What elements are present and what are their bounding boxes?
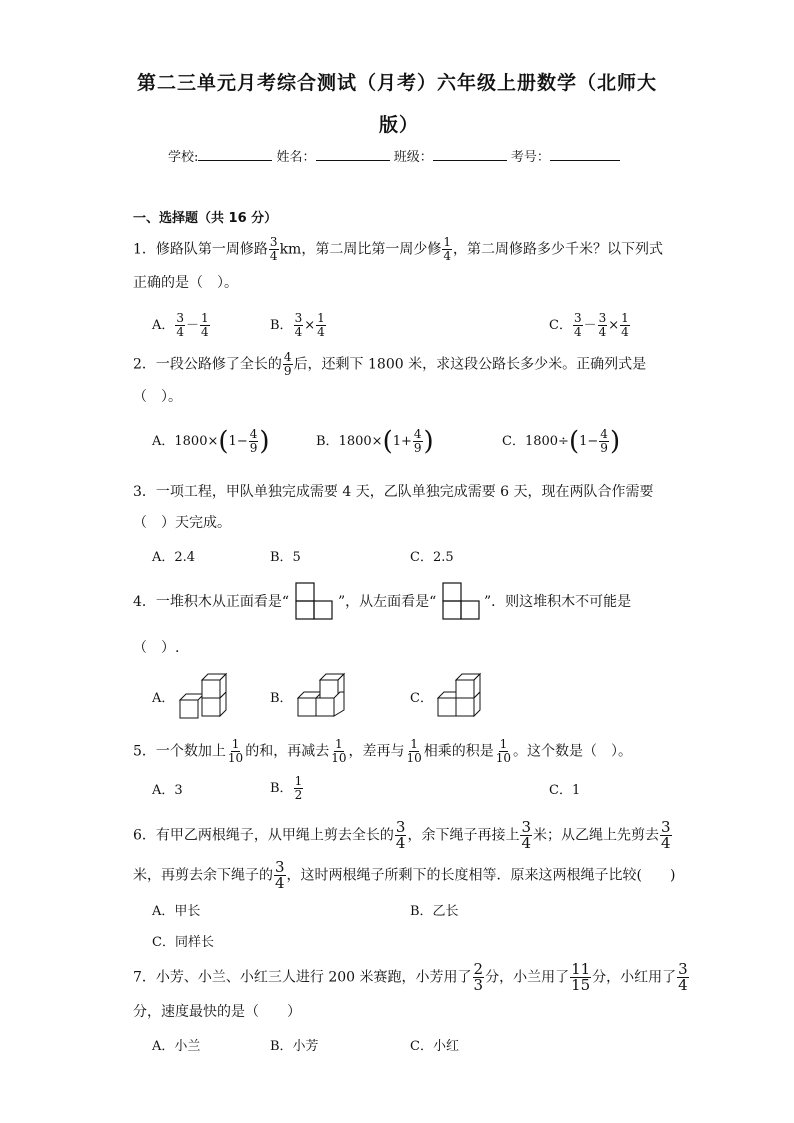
q7-option-a[interactable]: A．小兰 bbox=[152, 1039, 201, 1054]
student-info-line bbox=[168, 146, 620, 165]
q6-option-c[interactable]: C．同样长 bbox=[152, 935, 214, 950]
q3-option-c[interactable]: C．2.5 bbox=[410, 550, 454, 565]
question-3: 3．一项工程，甲队单独完成需要 4 天，乙队单独完成需要 6 天，现在两队合作需要 bbox=[133, 484, 654, 500]
q5-option-b[interactable]: B． $\frac{1}{2}$ bbox=[270, 774, 303, 802]
q4-option-a-label[interactable]: A． bbox=[152, 691, 175, 706]
q2-option-b[interactable]: B．1800×(1+ $\frac{4}{9}$ ) bbox=[316, 426, 434, 457]
name-label: 姓名： bbox=[276, 150, 316, 165]
q4-option-a-blocks[interactable] bbox=[178, 670, 230, 720]
q2-option-a[interactable]: A．1800×(1− $\frac{4}{9}$ ) bbox=[152, 426, 270, 457]
question-4-line2: （ ）. bbox=[133, 640, 180, 656]
school-label: 学校: bbox=[168, 150, 199, 165]
q6-option-b[interactable]: B．乙长 bbox=[410, 904, 459, 919]
q1-option-a[interactable]: A． $\frac{3}{4}$ － $\frac{1}{4}$ bbox=[152, 311, 209, 339]
q1-text: 1．修路队第一周修路 bbox=[133, 241, 268, 258]
q7-option-c[interactable]: C．小红 bbox=[410, 1039, 459, 1054]
q6-option-a[interactable]: A．甲长 bbox=[152, 904, 201, 919]
fraction: $\frac{3}{4}$ bbox=[269, 235, 278, 263]
q5-option-c[interactable]: C．1 bbox=[549, 783, 581, 798]
question-3-line2: （ ）天完成。 bbox=[133, 515, 231, 531]
section-heading: 一、选择题（共 16 分） bbox=[133, 211, 278, 226]
number-blank[interactable] bbox=[550, 146, 620, 161]
q7-option-b[interactable]: B．小芳 bbox=[270, 1039, 319, 1054]
q1-option-b[interactable]: B． $\frac{3}{4}$ × $\frac{1}{4}$ bbox=[270, 311, 325, 339]
q3-option-b[interactable]: B．5 bbox=[270, 550, 301, 565]
name-blank[interactable] bbox=[316, 146, 390, 161]
class-label: 班级： bbox=[393, 150, 433, 165]
page-title-line2: 版） bbox=[379, 114, 420, 136]
q4-option-b-blocks[interactable] bbox=[296, 668, 348, 720]
fraction: $\frac{1}{4}$ bbox=[443, 235, 451, 263]
question-6-line2: 米，再剪去余下绳子的 $\frac{3}{4}$ ，这时两根绳子所剩下的长度相等．原来这两根绳子比较( ) bbox=[133, 858, 676, 892]
q1-text: km，第二周比第一周少修 bbox=[279, 241, 442, 258]
number-label: 考号： bbox=[510, 150, 550, 165]
front-view-figure bbox=[295, 582, 335, 620]
question-5: 5．一个数加上 $\frac{1}{10}$ 的和，再减去 $\frac{1}{10}$ ，差再与 $\frac{1}{10}$ 相乘的积是 $\frac{1}{10}$ 。这个数是（ ）。 bbox=[133, 737, 633, 765]
q5-option-a[interactable]: A．3 bbox=[152, 783, 183, 798]
q1-option-c[interactable]: C． $\frac{3}{4}$ － $\frac{3}{4}$ × $\frac{1}{4}$ bbox=[549, 311, 629, 339]
question-4-end: ”．则这堆积木不可能是 bbox=[484, 594, 632, 610]
question-2: 2．一段公路修了全长的 $\frac{4}{9}$ 后，还剩下 1800 米，求这段公路长多少米。正确列式是 bbox=[133, 350, 647, 378]
question-4: 4．一堆积木从正面看是“ bbox=[133, 594, 290, 610]
q3-option-a[interactable]: A．2.4 bbox=[152, 550, 196, 565]
question-1 bbox=[133, 236, 663, 263]
page-title: 第二三单元月考综合测试（月考）六年级上册数学（北师大 bbox=[137, 72, 658, 94]
class-blank[interactable] bbox=[433, 146, 507, 161]
question-4-mid: ”，从左面看是“ bbox=[338, 594, 437, 610]
question-7-line2: 分，速度最快的是（ ） bbox=[133, 1004, 301, 1020]
question-6: 6．有甲乙两根绳子，从甲绳上剪去全长的 $\frac{3}{4}$ ，余下绳子再接上 $\frac{3}{4}$ 米；从乙绳上先剪去 $\frac{3}{4}$ bbox=[133, 818, 671, 852]
left-view-figure bbox=[442, 582, 482, 620]
q1-text: ，第二周修路多少千米？以下列式 bbox=[452, 241, 663, 258]
q2-option-c[interactable]: C．1800÷(1− $\frac{4}{9}$ ) bbox=[502, 426, 621, 457]
q4-option-c-blocks[interactable] bbox=[436, 668, 488, 720]
question-7: 7．小芳、小兰、小红三人进行 200 米赛跑，小芳用了 $\frac{2}{3}$ 分，小兰用了 $\frac{11}{15}$ 分，小红用了 $\frac{3}{4}$ bbox=[133, 960, 688, 994]
question-1-line2: 正确的是（ ）。 bbox=[133, 275, 238, 291]
question-2-line2: （ ）。 bbox=[133, 389, 182, 405]
q4-option-c-label[interactable]: C． bbox=[410, 691, 433, 706]
q4-option-b-label[interactable]: B． bbox=[270, 691, 293, 706]
school-blank[interactable] bbox=[198, 146, 272, 161]
